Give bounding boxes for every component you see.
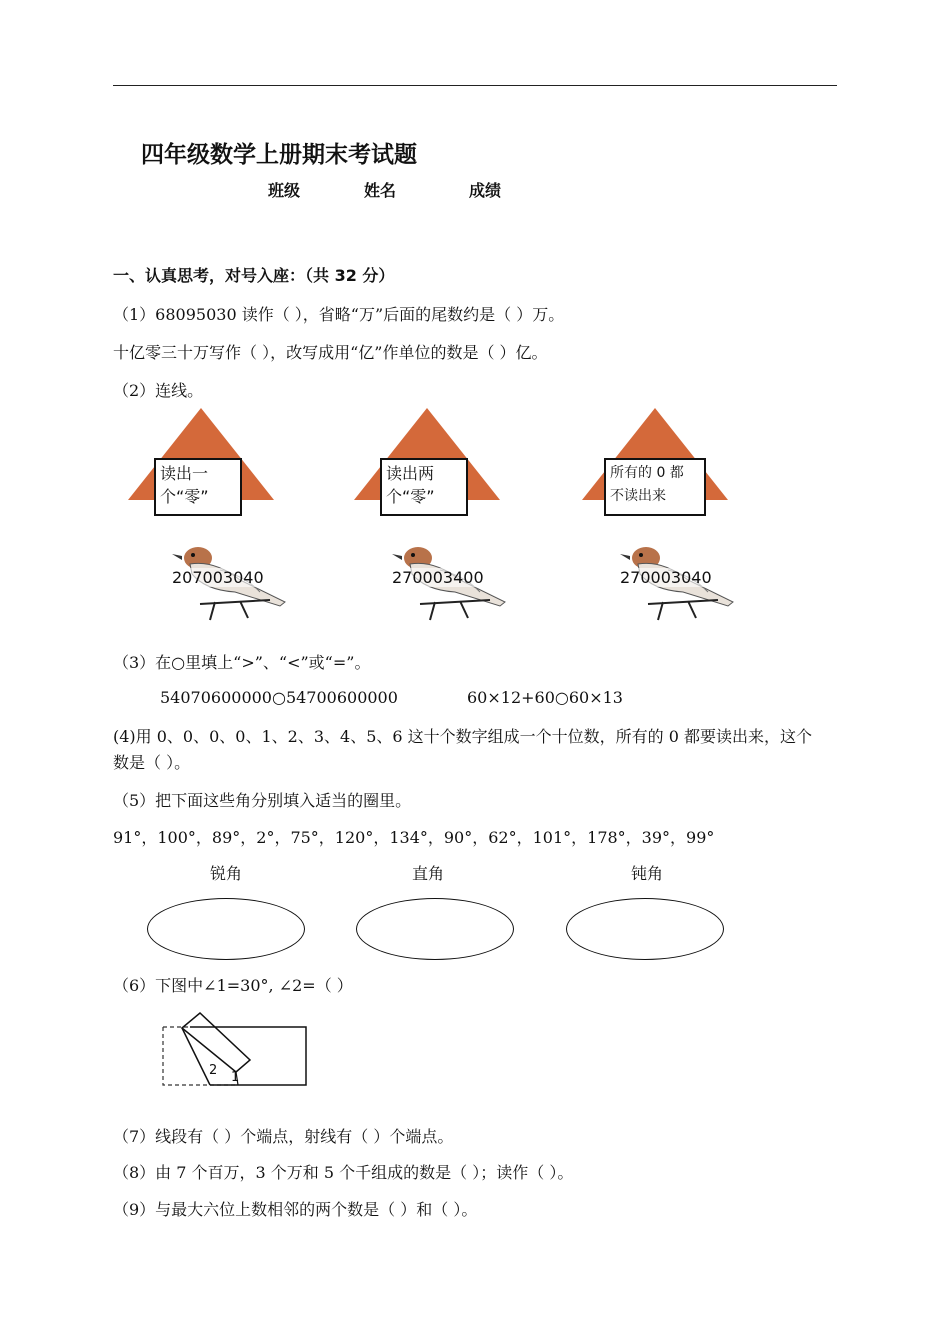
bird-number-2: 270003400	[392, 568, 484, 587]
header-rule	[113, 85, 837, 86]
house-card-1: 读出一 个“零”	[154, 458, 242, 516]
question-3a: 54070600000○54700600000	[160, 688, 398, 707]
question-8: （8）由 7 个百万，3 个万和 5 个千组成的数是（ ）；读作（ ）。	[113, 1163, 574, 1182]
house-figure-3	[580, 408, 730, 523]
category-obtuse: 钝角	[631, 864, 664, 883]
right-circle[interactable]	[356, 898, 514, 960]
bird-figure-1	[160, 540, 310, 630]
question-1a: （1）68095030 读作（ ），省略“万”后面的尾数约是（ ）万。	[113, 305, 565, 324]
bird-figure-3	[608, 540, 758, 630]
bird-figure-2	[380, 540, 530, 630]
page-title: 四年级数学上册期末考试题	[141, 142, 417, 168]
category-acute: 锐角	[210, 864, 243, 883]
question-2: （2）连线。	[113, 381, 204, 400]
score-label: 成绩	[469, 181, 502, 200]
house-card-2: 读出两 个“零”	[380, 458, 468, 516]
category-right: 直角	[412, 864, 445, 883]
bird-number-3: 270003040	[620, 568, 712, 587]
question-3: （3）在○里填上“>”、“<”或“=”。	[113, 653, 371, 672]
house-card-3: 所有的 0 都 不读出来	[604, 458, 706, 516]
house-figure-2	[352, 408, 502, 523]
house-figure-1	[126, 408, 276, 523]
acute-circle[interactable]	[147, 898, 305, 960]
class-label: 班级	[268, 181, 301, 200]
angle-list: 91°，100°，89°，2°，75°，120°，134°，90°，62°，101°，178°，39°，99°	[113, 828, 715, 847]
angle-1-label: 1	[231, 1070, 240, 1085]
obtuse-circle[interactable]	[566, 898, 724, 960]
question-4a: (4)用 0、0、0、0、1、2、3、4、5、6 这十个数字组成一个十位数，所有的 0 都要读出来，这个	[113, 727, 812, 746]
section-heading: 一、认真思考，对号入座：（共 32 分）	[113, 266, 395, 285]
question-1b: 十亿零三十万写作（ ），改写成用“亿”作单位的数是（ ）亿。	[113, 343, 548, 362]
question-7: （7）线段有（ ）个端点，射线有（ ）个端点。	[113, 1127, 454, 1146]
question-5: （5）把下面这些角分别填入适当的圈里。	[113, 791, 412, 810]
angle-2-label: 2	[209, 1063, 218, 1078]
name-label: 姓名	[364, 181, 397, 200]
question-3b: 60×12+60○60×13	[467, 688, 623, 707]
bird-number-1: 207003040	[172, 568, 264, 587]
question-6: （6）下图中∠1=30°, ∠2=（ ）	[113, 976, 353, 995]
question-4b: 数是（ ）。	[113, 753, 191, 772]
question-9: （9）与最大六位上数相邻的两个数是（ ）和（ ）。	[113, 1200, 478, 1219]
